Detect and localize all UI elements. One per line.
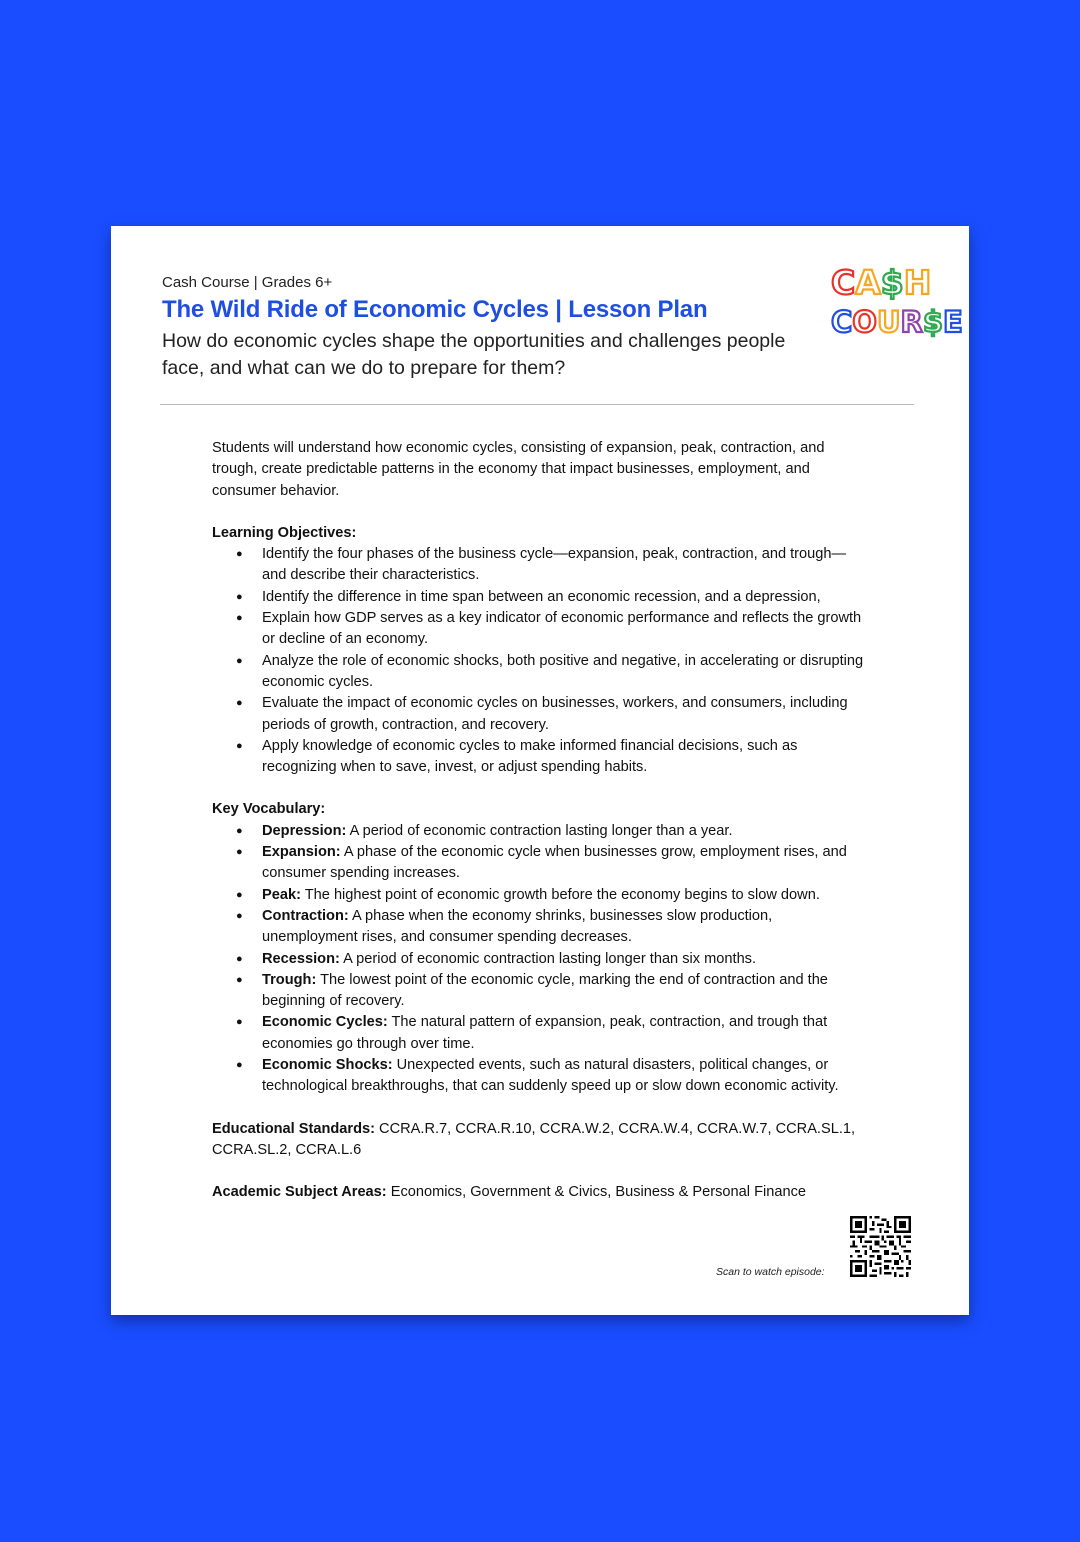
educational-standards bbox=[212, 1119, 867, 1162]
vocab-definition: The lowest point of the economic cycle, marking the end of contraction and the beginning of recovery. bbox=[262, 971, 828, 1010]
vocab-definition: A phase of the economic cycle when businesses grow, employment rises, and consumer spending increases. bbox=[262, 844, 847, 882]
standards-value: CCRA.R.7, CCRA.R.10, CCRA.W.2, CCRA.W.4, CCRA.W.7, CCRA.SL.1, CCRA.SL.2, CCRA.L.6 bbox=[212, 1120, 856, 1158]
vocab-definition: A period of economic contraction lasting longer than six months. bbox=[339, 950, 757, 967]
vocab-term: Contraction: bbox=[262, 907, 349, 924]
subjects-value: Economics, Government & Civics, Business & Personal Finance bbox=[386, 1184, 806, 1201]
logo-letter: H bbox=[903, 263, 932, 302]
subjects-label: Academic Subject Areas: bbox=[212, 1184, 387, 1201]
vocab-definition: Unexpected events, such as natural disasters, political changes, or technological breakthroughs, that can suddenly speed up or slow down economic activity. bbox=[262, 1057, 839, 1095]
lesson-content bbox=[212, 438, 867, 1204]
list-item bbox=[212, 1012, 867, 1055]
logo-letter: C bbox=[831, 263, 856, 302]
vocab-term: Trough: bbox=[262, 971, 317, 988]
list-item bbox=[212, 821, 867, 842]
qr-code-icon[interactable] bbox=[850, 1216, 911, 1277]
vocabulary-list bbox=[212, 821, 867, 1098]
vocab-definition: A period of economic contraction lasting longer than a year. bbox=[346, 822, 733, 839]
vocab-term: Economic Shocks: bbox=[262, 1057, 393, 1074]
vocab-definition: The natural pattern of expansion, peak, contraction, and trough that economies go through over time. bbox=[262, 1014, 828, 1052]
objectives-heading: Learning Objectives: bbox=[212, 524, 357, 541]
vocabulary-heading: Key Vocabulary: bbox=[212, 801, 326, 818]
vocab-definition: A phase when the economy shrinks, businesses slow production, unemployment rises, and consumer spending decreases. bbox=[262, 907, 773, 946]
list-item: ● Identify the four phases of the business cycle—expansion, peak, contraction, and trough—and describe their characteristics. bbox=[212, 544, 867, 587]
vocab-term: Expansion: bbox=[262, 844, 341, 861]
page-title: The Wild Ride of Economic Cycles | Lesson Plan bbox=[162, 296, 708, 323]
list-item bbox=[212, 1055, 867, 1098]
logo-letter: C bbox=[831, 305, 853, 339]
essential-question: How do economic cycles shape the opportunities and challenges people face, and what can we do to prepare for them? bbox=[162, 330, 786, 379]
lesson-plan-page bbox=[111, 226, 969, 1315]
cash-course-logo bbox=[829, 256, 963, 340]
header-divider bbox=[160, 404, 914, 405]
list-item: ● Explain how GDP serves as a key indicator of economic performance and reflects the growth or decline of an economy. bbox=[212, 608, 867, 651]
logo-letter: E bbox=[943, 305, 963, 339]
subject-areas bbox=[212, 1182, 867, 1203]
list-item bbox=[212, 906, 867, 949]
svg-text:CA$H bbox=[831, 263, 931, 302]
vocab-term: Recession: bbox=[262, 950, 340, 967]
intro-paragraph: Students will understand how economic cycles, consisting of expansion, peak, contraction, and trough, create predictable patterns in the economy that impact businesses, employment, and consumer behavior. bbox=[212, 440, 825, 499]
list-item: ● Apply knowledge of economic cycles to make informed financial decisions, such as recognizing when to save, invest, or adjust spending habits. bbox=[212, 736, 867, 779]
vocab-definition: The highest point of economic growth before the economy begins to slow down. bbox=[300, 886, 820, 903]
list-item: ● Identify the difference in time span between an economic recession, and a depression, bbox=[212, 587, 867, 608]
logo-letter: O bbox=[852, 305, 877, 339]
logo-letter: $ bbox=[922, 305, 944, 339]
svg-text:COUR$E bbox=[831, 305, 963, 339]
list-item bbox=[212, 970, 867, 1013]
series-grade-label: Cash Course | Grades 6+ bbox=[162, 274, 333, 291]
vocab-term: Depression: bbox=[262, 822, 347, 839]
logo-letter: A bbox=[855, 263, 881, 302]
objectives-list bbox=[212, 544, 867, 778]
list-item: ● Evaluate the impact of economic cycles on businesses, workers, and consumers, including periods of growth, contraction, and recovery. bbox=[212, 693, 867, 736]
logo-letter: R bbox=[900, 305, 923, 339]
list-item bbox=[212, 885, 867, 906]
list-item bbox=[212, 949, 867, 970]
vocab-term: Peak: bbox=[262, 886, 301, 903]
list-item: ● Analyze the role of economic shocks, both positive and negative, in accelerating or disrupting economic cycles. bbox=[212, 651, 867, 694]
qr-caption: Scan to watch episode: bbox=[716, 1266, 825, 1278]
logo-letter: U bbox=[876, 305, 901, 339]
standards-label: Educational Standards: bbox=[212, 1120, 375, 1137]
list-item bbox=[212, 842, 867, 885]
logo-letter: $ bbox=[880, 263, 904, 302]
vocab-term: Economic Cycles: bbox=[262, 1014, 388, 1031]
